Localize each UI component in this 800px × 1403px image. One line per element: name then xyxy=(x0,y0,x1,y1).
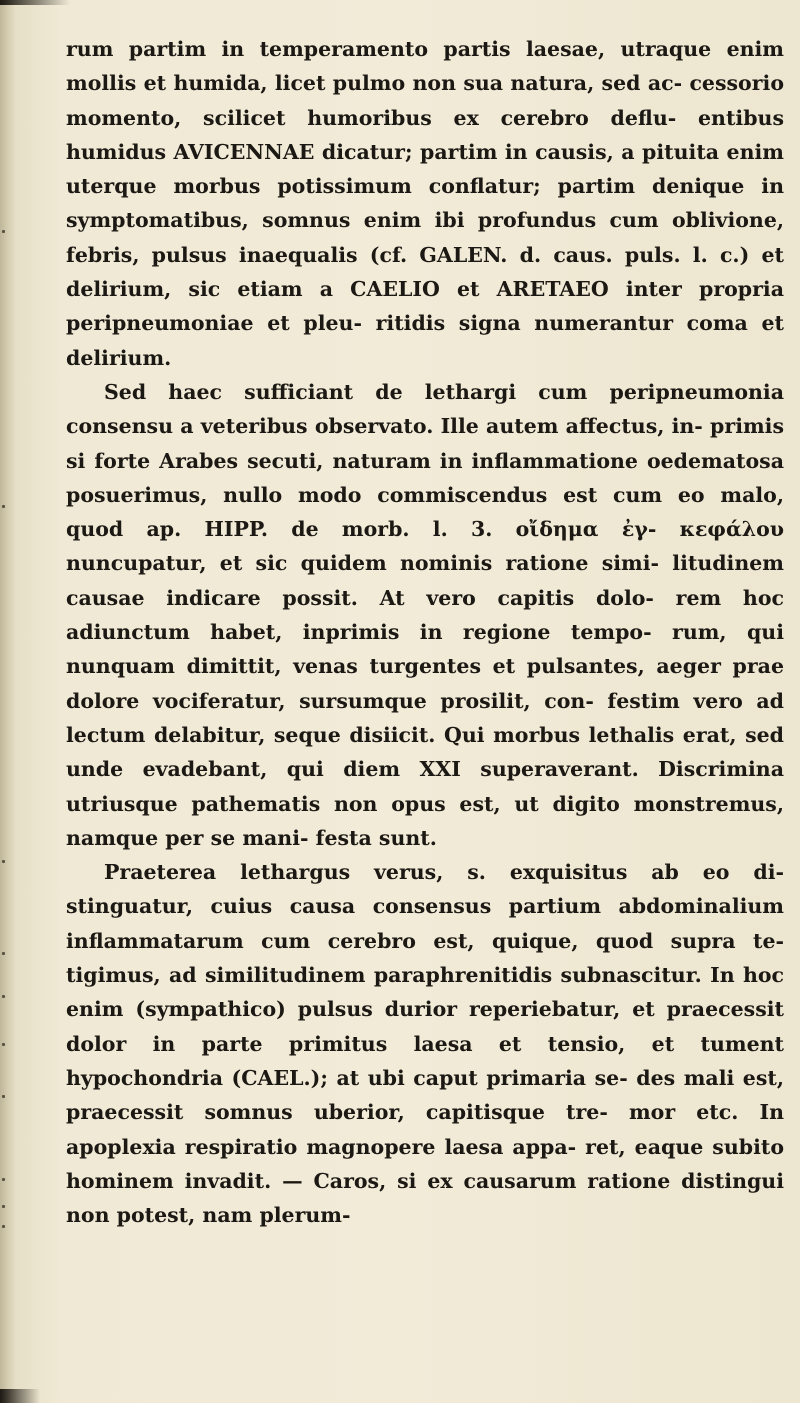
binding-mark xyxy=(2,1178,5,1181)
paragraph-2: Sed haec sufficiant de lethargi cum peripneumonia consensu a veteribus observato. Ille autem affectus, in- primis si forte Arabes secuti, naturam in inflammatione oedematosa posuerimus, nullo modo commiscendus est cum eo malo, quod ap. HIPP. de morb. l. 3. οἴδημα ἐγ- κεφάλου nuncupatur, et sic quidem nominis ratione simi- litudinem causae indicare possit. At vero capitis dolo- rem hoc adiunctum habet, inprimis in regione tempo- rum, qui nunquam dimittit, venas turgentes et pulsantes, aeger prae dolore vociferatur, sursumque prosilit, con- festim vero ad lectum delabitur, seque disiicit. Qui morbus lethalis erat, sed unde evadebant, qui diem XXI superaverant. Discrimina utriusque pathematis non opus est, ut digito monstremus, namque per se mani- festa sunt. xyxy=(66,379,784,850)
binding-mark xyxy=(2,1225,5,1228)
binding-mark xyxy=(2,952,5,955)
binding-mark xyxy=(2,1095,5,1098)
binding-mark xyxy=(2,995,5,998)
scan-corner-shadow xyxy=(0,1389,40,1403)
paragraph-1: rum partim in temperamento partis laesae, utraque enim mollis et humida, licet pulmo non sua natura, sed ac- cessorio momento, scilicet humoribus ex cerebro deflu- entibus humidus AVICENNAE dicatur; partim in causis, a pituita enim uterque morbus potissimum conflatur; partim denique in symptomatibus, somnus enim ibi profundus cum oblivione, febris, pulsus inaequalis (cf. GALEN. d. caus. puls. l. c.) et delirium, sic etiam a CAELIO et ARETAEO inter propria peripneumoniae et pleu- ritidis signa numerantur coma et delirium. xyxy=(66,37,784,370)
binding-mark xyxy=(2,860,5,863)
body-text xyxy=(66,32,784,1232)
scan-edge-shadow xyxy=(0,0,70,5)
paragraph-3: Praeterea lethargus verus, s. exquisitus ab eo di- stinguatur, cuius causa consensus partium abdominalium inflammatarum cum cerebro est, quique, quod supra te- tigimus, ad similitudinem paraphrenitidis subnascitur. In hoc enim (sympathico) pulsus durior reperiebatur, et praecessit dolor in parte primitus laesa et tensio, et tument hypochondria (CAEL.); at ubi caput primaria se- des mali est, praecessit somnus uberior, capitisque tre- mor etc. In apoplexia respiratio magnopere laesa appa- ret, eaque subito hominem invadit. — Caros, si ex causarum ratione distingui non potest, nam plerum- xyxy=(66,860,784,1228)
page-binding-edge xyxy=(0,0,16,1403)
binding-mark xyxy=(2,505,5,508)
binding-mark xyxy=(2,1043,5,1046)
binding-mark xyxy=(2,230,5,233)
binding-mark xyxy=(2,1205,5,1208)
